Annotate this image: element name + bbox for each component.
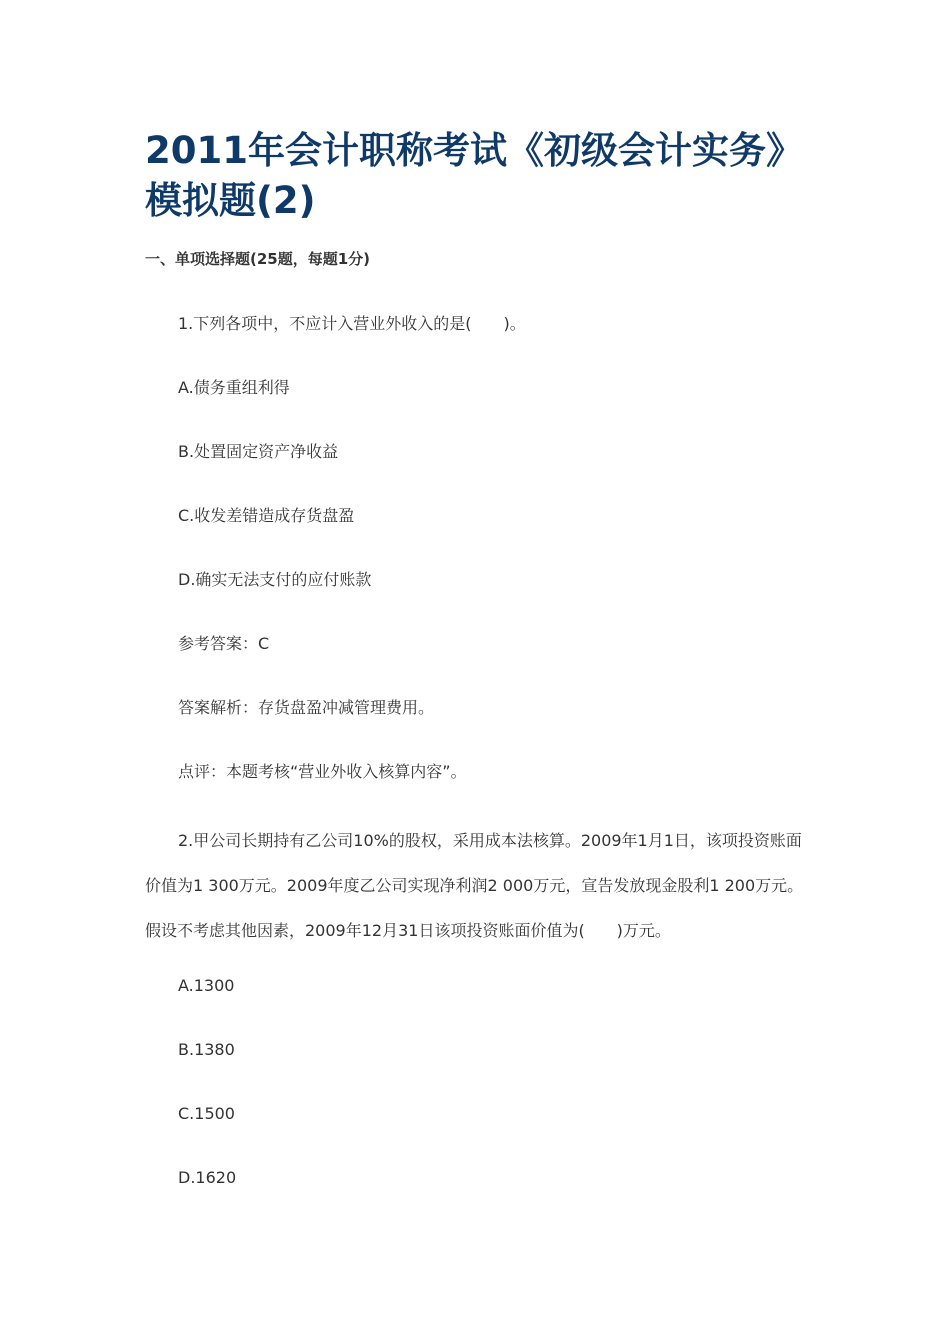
question-1-comment: 点评：本题考核“营业外收入核算内容”。: [178, 762, 467, 781]
question-2-stem: 2.甲公司长期持有乙公司10%的股权，采用成本法核算。2009年1月1日，该项投资账面价值为1 300万元。2009年度乙公司实现净利润2 000万元，宣告发放现金股利1 200万元。假设不考虑其他因素，2009年12月31日该项投资账面价值为( )万元。: [145, 831, 804, 940]
question-1-option-b: B.处置固定资产净收益: [178, 442, 339, 461]
question-1-stem: 1.下列各项中，不应计入营业外收入的是( )。: [178, 314, 526, 333]
question-2-option-c: C.1500: [178, 1104, 235, 1123]
question-2-option-d: D.1620: [178, 1168, 237, 1187]
question-1-option-d: D.确实无法支付的应付账款: [178, 570, 372, 589]
document-title: 2011年会计职称考试《初级会计实务》模拟题(2): [145, 129, 803, 222]
question-1-answer: 参考答案：C: [178, 634, 270, 653]
question-1-analysis: 答案解析：存货盘盈冲减管理费用。: [178, 698, 435, 717]
question-2-option-a: A.1300: [178, 976, 235, 995]
question-1-option-a: A.债务重组利得: [178, 378, 290, 397]
question-1-option-c: C.收发差错造成存货盘盈: [178, 506, 355, 525]
question-2-option-b: B.1380: [178, 1040, 235, 1059]
section-heading: 一、单项选择题(25题，每题1分): [145, 250, 371, 268]
